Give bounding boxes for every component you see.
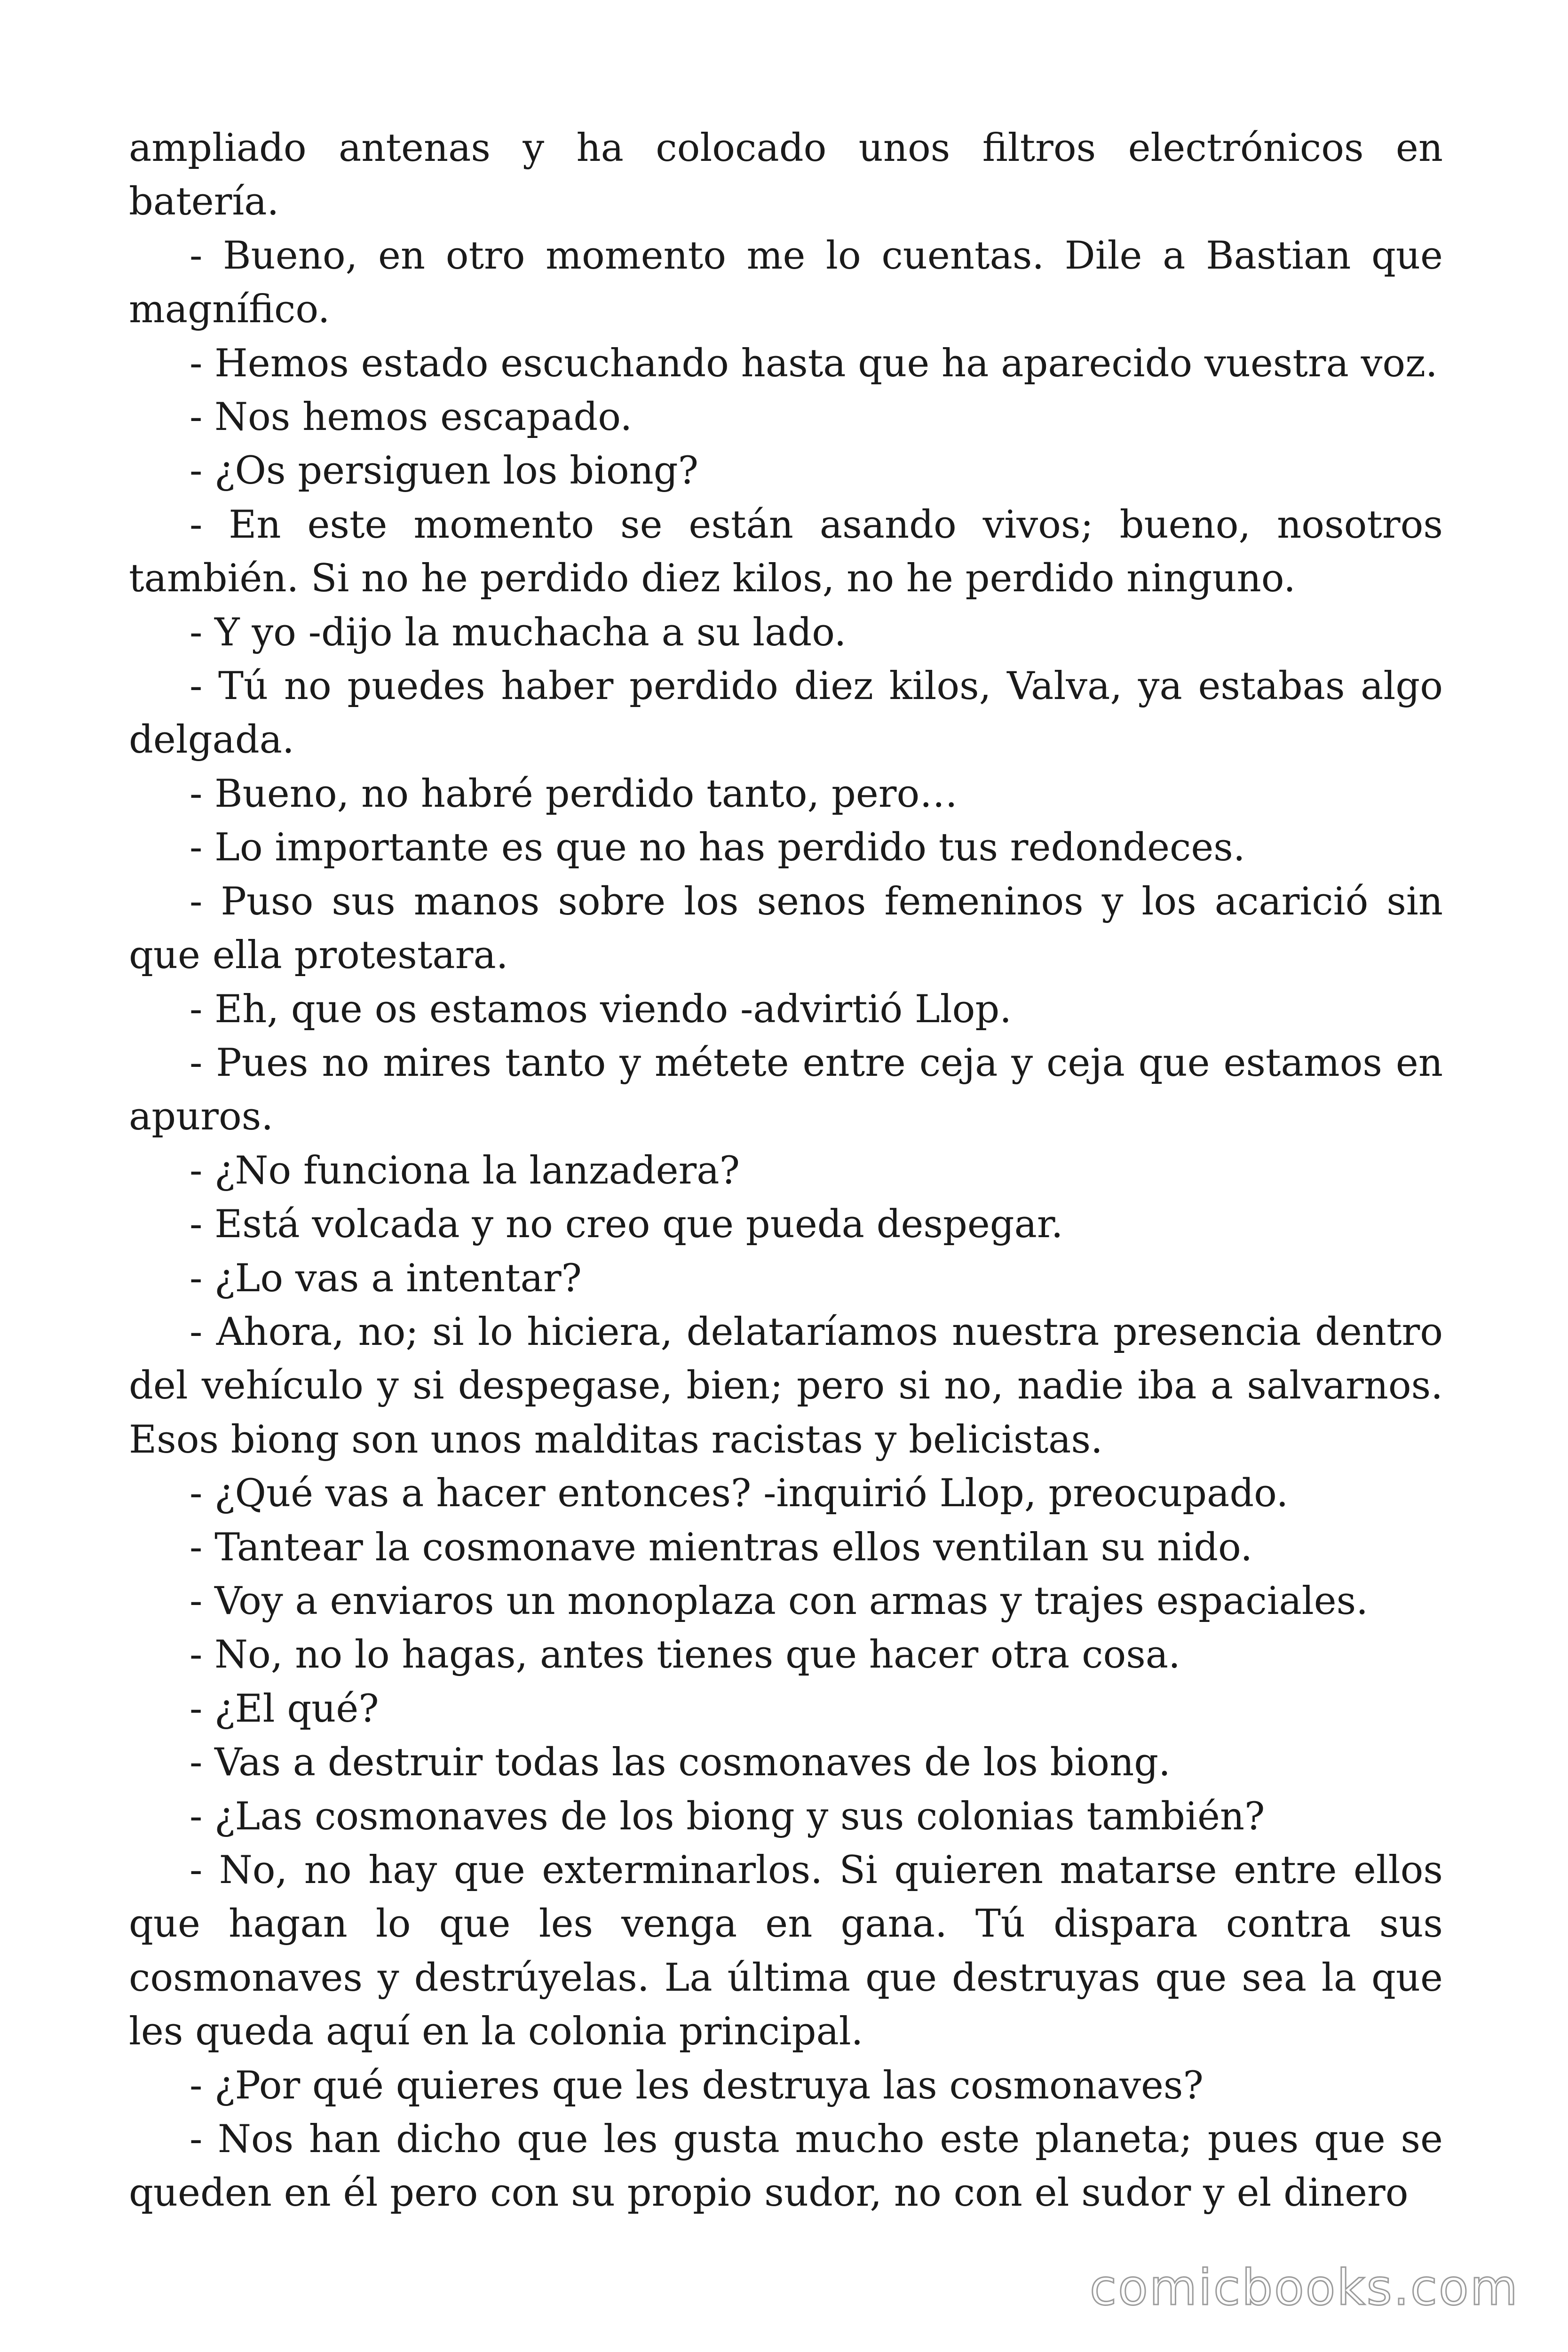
- paragraph: - ¿Lo vas a intentar?: [190, 1256, 582, 1301]
- paragraph: - Y yo -dijo la muchacha a su lado.: [190, 610, 847, 655]
- paragraph: - Está volcada y no creo que pueda despegar.: [190, 1202, 1063, 1247]
- paragraph: - Puso sus manos sobre los senos femeninos y los acarició sin que ella protestara.: [129, 879, 1443, 978]
- paragraph: - Bueno, en otro momento me lo cuentas. Dile a Bastian que magnífico.: [129, 233, 1443, 332]
- paragraph: - Eh, que os estamos viendo -advirtió Llop.: [190, 987, 1012, 1032]
- paragraph: - No, no lo hagas, antes tienes que hacer otra cosa.: [190, 1633, 1180, 1677]
- paragraph: - ¿Por qué quieres que les destruya las cosmonaves?: [190, 2063, 1204, 2108]
- paragraph: - Lo importante es que no has perdido tus redondeces.: [190, 826, 1245, 870]
- paragraph: - En este momento se están asando vivos; bueno, nosotros también. Si no he perdido diez kilos, no he perdido ninguno.: [129, 502, 1443, 601]
- paragraph: - No, no hay que exterminarlos. Si quieren matarse entre ellos que hagan lo que les venga en gana. Tú dispara contra sus cosmonaves y destrúyelas. La última que destruyas que sea la que les queda aquí en la colonia principal.: [129, 1848, 1443, 2054]
- paragraph: - Voy a enviaros un monoplaza con armas y trajes espaciales.: [190, 1579, 1368, 1623]
- paragraph: - ¿No funciona la lanzadera?: [190, 1148, 740, 1193]
- paragraph: - Vas a destruir todas las cosmonaves de los biong.: [190, 1740, 1171, 1785]
- paragraph: - ¿Qué vas a hacer entonces? -inquirió Llop, preocupado.: [190, 1471, 1289, 1516]
- paragraph: - ¿Las cosmonaves de los biong y sus colonias también?: [190, 1794, 1265, 1839]
- paragraph: - ¿Os persiguen los biong?: [190, 449, 699, 493]
- paragraph: - Ahora, no; si lo hiciera, delataríamos nuestra presencia dentro del vehículo y si despegase, bien; pero si no, nadie iba a salvarnos. Esos biong son unos malditas racistas y belicistas.: [129, 1310, 1443, 1462]
- paragraph: - Bueno, no habré perdido tanto, pero…: [190, 771, 958, 816]
- paragraph: - Pues no mires tanto y métete entre ceja y ceja que estamos en apuros.: [129, 1041, 1443, 1139]
- paragraph: - Tantear la cosmonave mientras ellos ventilan su nido.: [190, 1525, 1253, 1570]
- paragraph: ampliado antenas y ha colocado unos filtros electrónicos en batería.: [129, 126, 1443, 224]
- page-body-text: [129, 121, 1443, 2220]
- paragraph: - ¿El qué?: [190, 1686, 379, 1731]
- paragraph: - Tú no puedes haber perdido diez kilos, Valva, ya estabas algo delgada.: [129, 664, 1443, 763]
- paragraph: - Hemos estado escuchando hasta que ha aparecido vuestra voz.: [190, 341, 1438, 386]
- watermark-text: comicbooks.com: [1089, 2259, 1519, 2316]
- paragraph: - Nos hemos escapado.: [190, 395, 633, 440]
- paragraph: - Nos han dicho que les gusta mucho este planeta; pues que se queden en él pero con su propio sudor, no con el sudor y el dinero: [129, 2117, 1443, 2216]
